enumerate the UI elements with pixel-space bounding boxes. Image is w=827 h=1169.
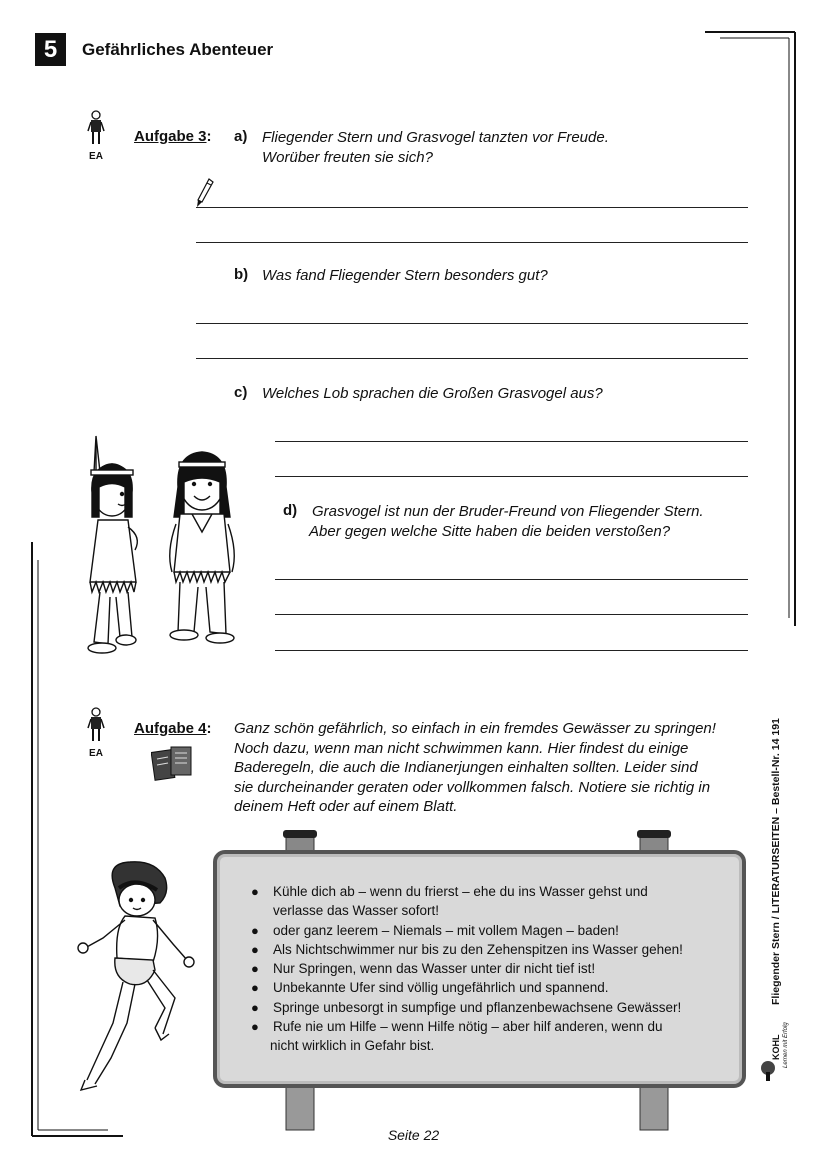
answer-line[interactable] — [275, 614, 748, 615]
list-item: ● Nur Springen, wenn das Wasser unter dir nicht tief ist! — [251, 961, 596, 977]
page-frame-top-right — [700, 28, 800, 628]
list-item: ● Springe unbesorgt in sumpfige und pflanzenbewachsene Gewässer! — [251, 999, 682, 1015]
task4-heading: Aufgabe 4: — [134, 720, 212, 737]
page-title: Gefährliches Abenteuer — [82, 40, 274, 59]
task3-heading: Aufgabe 3: — [134, 128, 212, 145]
chapter-number: 5 — [35, 33, 66, 66]
task3b-letter: b) — [234, 266, 249, 283]
single-work-badge-task3 — [85, 110, 107, 162]
task3d-question: Grasvogel ist nun der Bruder-Freund von Fliegender Stern. Aber gegen welche Sitte haben die beiden verstoßen? — [309, 503, 704, 540]
list-item: ● Unbekannte Ufer sind völlig ungefährlich und spannend. — [251, 980, 609, 996]
pencil-icon — [196, 178, 214, 208]
answer-line[interactable] — [196, 358, 748, 359]
publisher-tagline: Lernen mit Erfolg — [783, 1022, 789, 1068]
task3d-letter: d) — [283, 502, 298, 519]
publisher-logo — [758, 1010, 798, 1082]
person-icon — [86, 110, 106, 146]
answer-line[interactable] — [275, 579, 748, 580]
badge-ea-label: EA — [89, 151, 103, 162]
sidebar-order-text: Fliegender Stern / LITERATURSEITEN – Bestell-Nr. 14 191 — [770, 718, 782, 1005]
two-children-illustration — [80, 432, 245, 660]
badge-ea-label: EA — [89, 748, 103, 759]
list-item: ● Rufe nie um Hilfe – wenn Hilfe nötig – aber hilf anderen, wenn du nicht wirklich in Gefahr bist. — [251, 1019, 663, 1054]
task3-label: Aufgabe 3 — [134, 128, 207, 145]
list-item: ● oder ganz leerem – Niemals – mit vollem Magen – baden! — [251, 922, 619, 938]
task4-instructions: Ganz schön gefährlich, so einfach in ein fremdes Gewässer zu springen! Noch dazu, wenn man nicht schwimmen kann. Hier findest du einige Baderegeln, die auch die Indianerjungen einhalten sollten. Leider sind sie durcheinander geraten oder vollkommen falsch. Notiere sie richtig in deinem Heft oder auf einem Blatt. — [234, 720, 716, 815]
task3b-question: Was fand Fliegender Stern besonders gut? — [262, 267, 548, 284]
task3c-question: Welches Lob sprachen die Großen Grasvogel aus? — [262, 385, 603, 402]
task4-label: Aufgabe 4 — [134, 720, 207, 737]
answer-line[interactable] — [275, 476, 748, 477]
answer-line[interactable] — [196, 242, 748, 243]
answer-line[interactable] — [196, 323, 748, 324]
answer-line[interactable] — [196, 207, 748, 208]
single-work-badge-task4 — [85, 707, 107, 759]
page-number: Seite 22 — [387, 1127, 440, 1143]
person-icon — [86, 707, 106, 743]
publisher-name: KOHL — [771, 1034, 781, 1060]
list-item: ● Kühle dich ab – wenn du frierst – ehe du ins Wasser gehst und verlasse das Wasser sofort! — [251, 884, 648, 919]
task3c-letter: c) — [234, 384, 248, 401]
answer-line[interactable] — [275, 441, 748, 442]
running-boy-illustration — [75, 858, 200, 1096]
task3a-letter: a) — [234, 128, 248, 145]
tree-logo-icon — [758, 1060, 778, 1082]
list-item: ● Als Nichtschwimmer nur bis zu den Zehenspitzen ins Wasser gehen! — [251, 941, 683, 957]
bathing-rules-list — [251, 882, 683, 1056]
rules-sign-board — [213, 850, 746, 1088]
notebook-icon — [151, 745, 195, 781]
answer-line[interactable] — [275, 650, 748, 651]
task3a-question: Fliegender Stern und Grasvogel tanzten vor Freude. Worüber freuten sie sich? — [262, 129, 609, 166]
